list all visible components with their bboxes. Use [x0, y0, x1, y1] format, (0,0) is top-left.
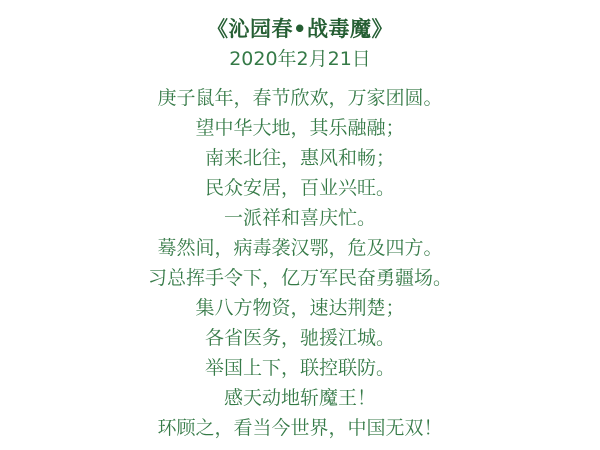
poem-line: 举国上下，联控联防。 — [204, 357, 395, 379]
poem-line: 习总挥手令下，亿万军民奋勇疆场。 — [147, 267, 452, 289]
poem-line: 集八方物资，速达荆楚； — [195, 297, 405, 319]
poem-line: 庚子鼠年，春节欣欢，万家团圆。 — [157, 87, 443, 109]
poem-line: 南来北往，惠风和畅； — [204, 147, 395, 169]
poem-title: 《沁园春•战毒魔》 — [207, 17, 393, 41]
poem-line: 一派祥和喜庆忙。 — [223, 207, 376, 229]
poem-line: 蓦然间，病毒袭汉鄂，危及四方。 — [157, 237, 443, 259]
poem-line: 感天动地斩魔王！ — [223, 387, 376, 409]
poem-line: 民众安居，百业兴旺。 — [204, 177, 395, 199]
poem-line: 环顾之，看当今世界，中国无双！ — [157, 417, 443, 439]
poem-line: 望中华大地，其乐融融； — [195, 117, 405, 139]
poem-lines — [0, 83, 600, 443]
poem-date: 2020年2月21日 — [229, 48, 371, 70]
poem-line: 各省医务，驰援江城。 — [204, 327, 395, 349]
